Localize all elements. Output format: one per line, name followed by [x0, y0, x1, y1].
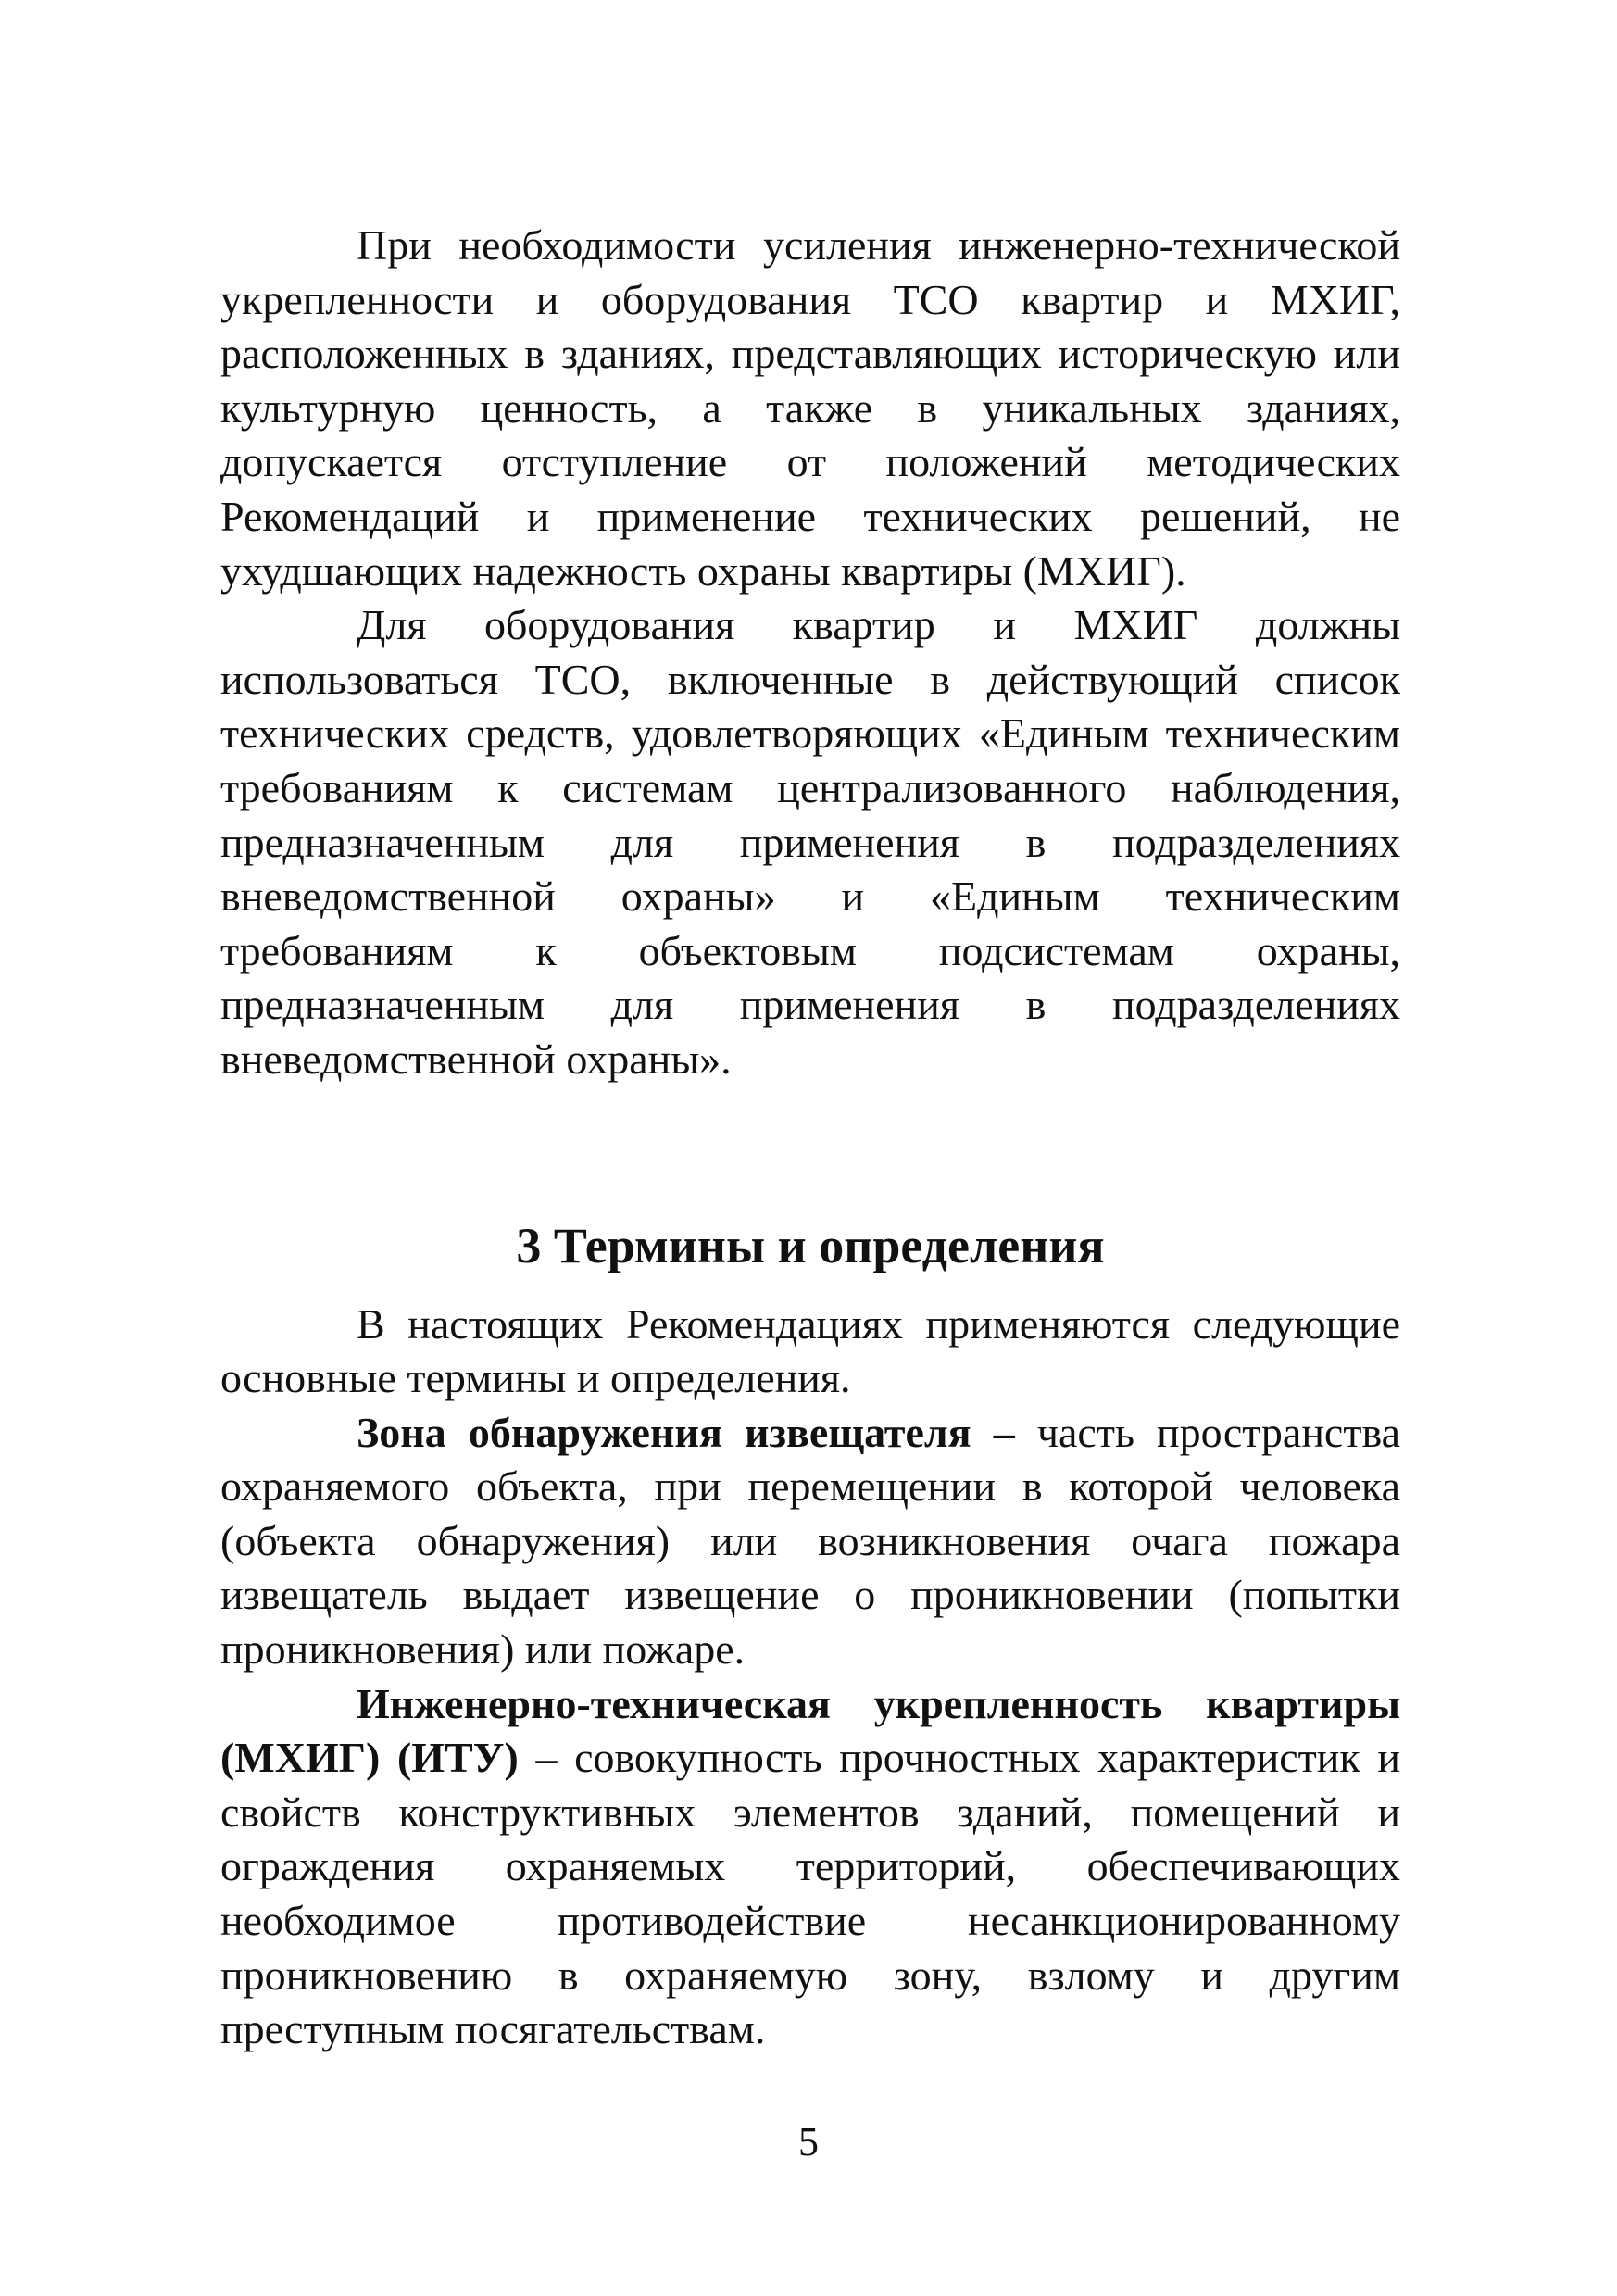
- definition-text-engineering-reinforcement: – совокупность прочностных характеристик и свойств конструктивных элементов зданий, помещений и ограждения охраняемых территорий, обеспечивающих необходимое противодействие несанкционированному проникновению в охраняемую зону, взлому и другим преступным посягательствам.: [220, 1734, 1400, 2053]
- definition-text-detection-zone: часть пространства охраняемого объекта, при перемещении в которой человека (объекта обнаружения) или возникновения очага пожара извещатель выдает извещение о проникновении (попытки проникновения) или пожаре.: [220, 1408, 1400, 1674]
- page-content: [220, 219, 1400, 2057]
- paragraph-equipment: Для оборудования квартир и МХИГ должны использоваться ТСО, включенные в действующий список технических средств, удовлетворяющих «Единым техническим требованиям к системам централизованного наблюдения, предназначенным для применения в подразделениях вневедомственной охраны» и «Единым техническим требованиям к объектовым подсистемам охраны, предназначенным для применения в подразделениях вневедомственной охраны».: [220, 601, 1400, 1083]
- definition-detection-zone: [220, 1406, 1400, 1677]
- page-number: 5: [798, 2119, 819, 2164]
- definition-engineering-reinforcement: [220, 1677, 1400, 2057]
- section-heading: 3 Термины и определения: [516, 1217, 1105, 1273]
- paragraph-reinforcement: При необходимости усиления инженерно-технической укрепленности и оборудования ТСО квартир и МХИГ, расположенных в зданиях, представляющих историческую или культурную ценность, а также в уникальных зданиях, допускается отступление от положений методических Рекомендаций и применение технических решений, не ухудшающих надежность охраны квартиры (МХИГ).: [220, 221, 1400, 595]
- term-detection-zone: Зона обнаружения извещателя –: [357, 1408, 1015, 1456]
- section-intro: В настоящих Рекомендациях применяются следующие основные термины и определения.: [220, 1299, 1400, 1402]
- term-engineering-reinforcement: Инженерно-техническая укрепленность квартиры (МХИГ) (ИТУ): [220, 1679, 1400, 1782]
